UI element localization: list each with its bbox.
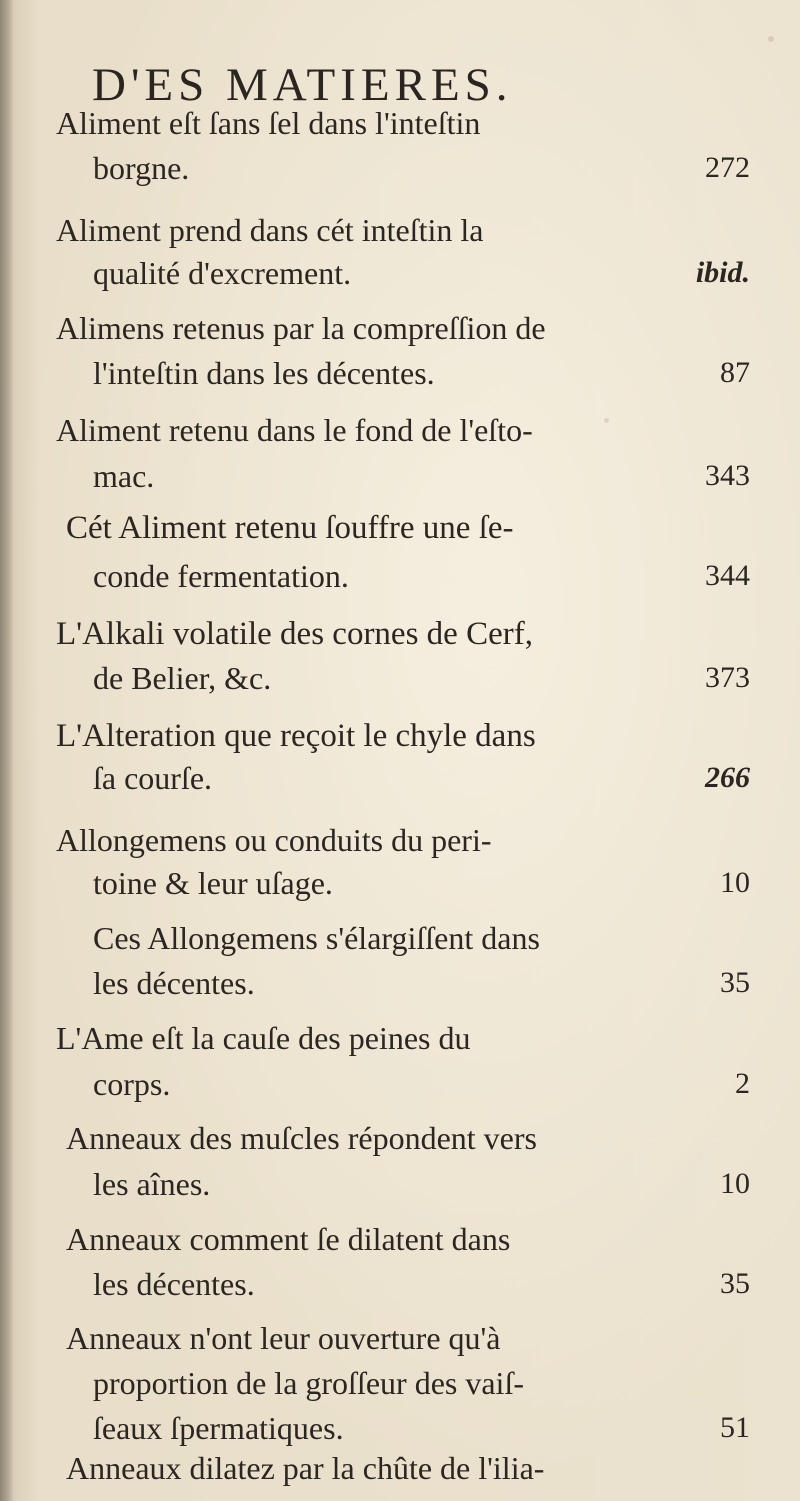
- entry-line: Aliment eſt ſans ſel dans l'inteſtin: [56, 105, 481, 141]
- page-reference: 373: [705, 661, 750, 694]
- entry-line: Alimens retenus par la compreſſion de: [56, 310, 546, 346]
- entry-line: l'inteſtin dans les décentes.: [93, 355, 435, 391]
- entry-line: les aînes.: [93, 1166, 211, 1202]
- page-reference: 10: [720, 1167, 750, 1200]
- page-reference: 344: [705, 559, 750, 592]
- page-reference: 35: [720, 1267, 750, 1300]
- entry-line: conde fermentation.: [93, 558, 349, 594]
- page-reference: 343: [705, 459, 750, 492]
- page-reference: 87: [720, 356, 750, 389]
- entry-line: qualité d'excrement.: [93, 255, 352, 291]
- entry-line: borgne.: [93, 150, 190, 186]
- entry-line: L'Alkali volatile des cornes de Cerf,: [56, 616, 533, 652]
- entry-line: Aliment retenu dans le fond de l'eſto-: [56, 412, 533, 448]
- entry-line: Anneaux n'ont leur ouverture qu'à: [66, 1320, 501, 1356]
- entry-line: Cét Aliment retenu ſouffre une ſe-: [66, 510, 514, 546]
- entry-line: les décentes.: [93, 1266, 255, 1302]
- entry-line: mac.: [93, 458, 155, 494]
- page-reference: 35: [720, 966, 750, 999]
- entry-line: ſeaux ſpermatiques.: [93, 1410, 344, 1446]
- entry-line: corps.: [93, 1066, 171, 1102]
- entry-line: Aliment prend dans cét inteſtin la: [56, 212, 484, 248]
- page-reference: 10: [720, 866, 750, 899]
- page-reference: 272: [705, 151, 750, 184]
- entry-line: ſa courſe.: [93, 760, 213, 796]
- running-header: D'ES MATIERES.: [92, 59, 513, 111]
- page-reference: 2: [735, 1067, 750, 1100]
- entry-line: Allongemens ou conduits du peri-: [56, 822, 492, 858]
- entry-line: toine & leur uſage.: [93, 865, 333, 901]
- entry-line: proportion de la groſſeur des vaiſ-: [93, 1365, 524, 1401]
- entry-line: de Belier, &c.: [93, 660, 272, 696]
- entry-line: Anneaux dilatez par la chûte de l'ilia-: [66, 1450, 545, 1486]
- page-reference: ibid.: [695, 256, 750, 289]
- entry-line: L'Alteration que reçoit le chyle dans: [56, 718, 536, 754]
- entry-line: Ces Allongemens s'élargiſſent dans: [93, 920, 540, 956]
- page-reference: 266: [705, 761, 750, 794]
- entry-line: les décentes.: [93, 965, 255, 1001]
- entry-line: L'Ame eſt la cauſe des peines du: [56, 1020, 471, 1056]
- page-reference: 51: [720, 1411, 750, 1444]
- entry-line: Anneaux comment ſe dilatent dans: [66, 1221, 511, 1257]
- entry-line: Anneaux des muſcles répondent vers: [66, 1120, 537, 1156]
